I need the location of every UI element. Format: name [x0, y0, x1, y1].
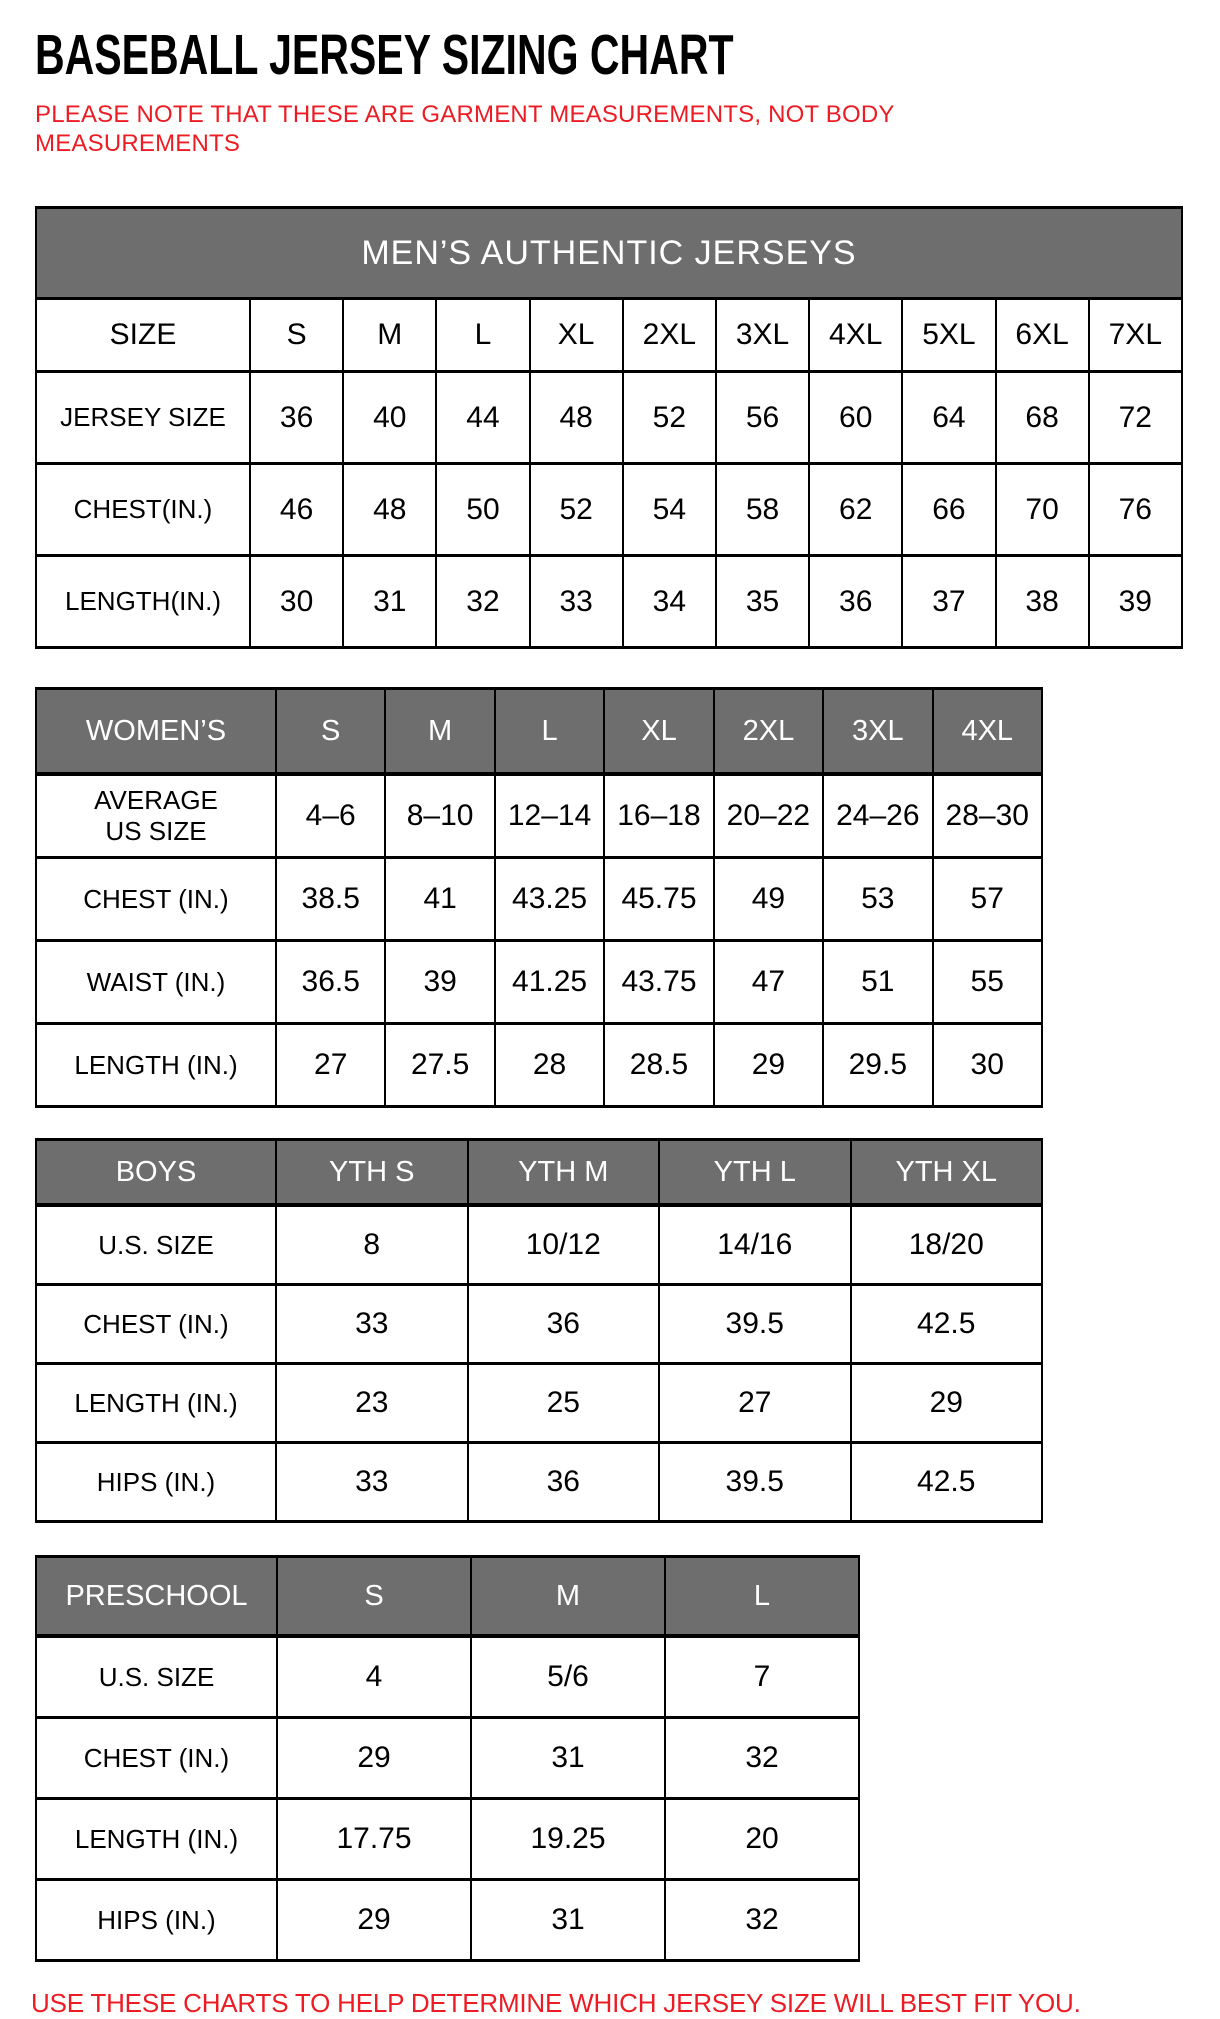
womens-average-m: 8–10 — [385, 774, 494, 858]
boys-hips-in-yth-s: 33 — [276, 1443, 468, 1522]
mens-chest-in-s: 46 — [250, 464, 343, 556]
preschool-row-chest-in — [36, 1718, 859, 1799]
mens-row-label-jersey-size: JERSEY SIZE — [36, 372, 250, 464]
womens-average-2xl: 20–22 — [714, 774, 823, 858]
mens-chest-in-xl: 52 — [530, 464, 623, 556]
mens-header-row — [36, 299, 1182, 372]
womens-row-label-waist-in: WAIST (IN.) — [36, 941, 276, 1024]
womens-average-4xl: 28–30 — [933, 774, 1042, 858]
mens-jersey-size-2xl: 52 — [623, 372, 716, 464]
mens-jersey-size-l: 44 — [436, 372, 529, 464]
preschool-hips-in-m: 31 — [471, 1880, 665, 1961]
boys-length-in-yth-l: 27 — [659, 1364, 851, 1443]
womens-average-s: 4–6 — [276, 774, 385, 858]
mens-header-3xl: 3XL — [716, 299, 809, 372]
page-title — [35, 23, 1190, 87]
preschool-header-m: M — [471, 1557, 665, 1637]
preschool-row-label-hips-in: HIPS (IN.) — [36, 1880, 277, 1961]
boys-header-yth-xl: YTH XL — [851, 1140, 1043, 1206]
mens-header-s: S — [250, 299, 343, 372]
page-title-text: BASEBALL JERSEY SIZING CHART — [35, 23, 734, 87]
mens-jersey-size-6xl: 68 — [996, 372, 1089, 464]
preschool-u-s-size-m: 5/6 — [471, 1636, 665, 1718]
preschool-row-label-chest-in: CHEST (IN.) — [36, 1718, 277, 1799]
mens-jersey-size-5xl: 64 — [902, 372, 995, 464]
womens-row-label-length-in: LENGTH (IN.) — [36, 1024, 276, 1107]
mens-length-in-s: 30 — [250, 556, 343, 648]
footer-note: USE THESE CHARTS TO HELP DETERMINE WHICH JERSEY SIZE WILL BEST FIT YOU. — [31, 1988, 1081, 2019]
womens-average-l: 12–14 — [495, 774, 604, 858]
mens-length-in-7xl: 39 — [1089, 556, 1182, 648]
boys-row-label-u-s-size: U.S. SIZE — [36, 1205, 276, 1285]
womens-row-label-average: AVERAGE US SIZE — [36, 774, 276, 858]
womens-header-xl: XL — [604, 689, 713, 775]
womens-length-in-4xl: 30 — [933, 1024, 1042, 1107]
boys-hips-in-yth-m: 36 — [468, 1443, 660, 1522]
womens-waist-in-s: 36.5 — [276, 941, 385, 1024]
preschool-row-length-in — [36, 1799, 859, 1880]
mens-header-xl: XL — [530, 299, 623, 372]
womens-row-average — [36, 774, 1042, 858]
mens-sizing-table — [35, 206, 1183, 649]
preschool-hips-in-s: 29 — [277, 1880, 471, 1961]
boys-u-s-size-yth-l: 14/16 — [659, 1205, 851, 1285]
mens-chest-in-5xl: 66 — [902, 464, 995, 556]
mens-row-jersey-size — [36, 372, 1182, 464]
boys-chest-in-yth-s: 33 — [276, 1285, 468, 1364]
preschool-header-row — [36, 1557, 859, 1637]
womens-length-in-s: 27 — [276, 1024, 385, 1107]
womens-header-2xl: 2XL — [714, 689, 823, 775]
boys-header-row — [36, 1140, 1042, 1206]
boys-row-label-chest-in: CHEST (IN.) — [36, 1285, 276, 1364]
womens-length-in-3xl: 29.5 — [823, 1024, 932, 1107]
mens-row-chest-in — [36, 464, 1182, 556]
boys-header-boys: BOYS — [36, 1140, 276, 1206]
boys-row-u-s-size — [36, 1205, 1042, 1285]
mens-length-in-l: 32 — [436, 556, 529, 648]
boys-u-s-size-yth-xl: 18/20 — [851, 1205, 1043, 1285]
womens-waist-in-3xl: 51 — [823, 941, 932, 1024]
preschool-row-label-u-s-size: U.S. SIZE — [36, 1636, 277, 1718]
boys-chest-in-yth-xl: 42.5 — [851, 1285, 1043, 1364]
boys-sizing-table — [35, 1138, 1043, 1523]
womens-header-row — [36, 689, 1042, 775]
preschool-length-in-s: 17.75 — [277, 1799, 471, 1880]
womens-chest-in-3xl: 53 — [823, 858, 932, 941]
womens-length-in-xl: 28.5 — [604, 1024, 713, 1107]
womens-header-s: S — [276, 689, 385, 775]
womens-row-length-in — [36, 1024, 1042, 1107]
mens-chest-in-4xl: 62 — [809, 464, 902, 556]
preschool-u-s-size-l: 7 — [665, 1636, 859, 1718]
mens-row-label-chest-in: CHEST(IN.) — [36, 464, 250, 556]
preschool-header-s: S — [277, 1557, 471, 1637]
womens-waist-in-m: 39 — [385, 941, 494, 1024]
womens-header-women-s: WOMEN’S — [36, 689, 276, 775]
mens-header-5xl: 5XL — [902, 299, 995, 372]
garment-measurements-note: PLEASE NOTE THAT THESE ARE GARMENT MEASUREMENTS, NOT BODY MEASUREMENTS — [35, 100, 895, 158]
preschool-sizing-table — [35, 1555, 860, 1962]
mens-jersey-size-4xl: 60 — [809, 372, 902, 464]
boys-row-chest-in — [36, 1285, 1042, 1364]
womens-header-m: M — [385, 689, 494, 775]
womens-row-label-chest-in: CHEST (IN.) — [36, 858, 276, 941]
mens-header-7xl: 7XL — [1089, 299, 1182, 372]
boys-chest-in-yth-l: 39.5 — [659, 1285, 851, 1364]
womens-length-in-2xl: 29 — [714, 1024, 823, 1107]
boys-row-hips-in — [36, 1443, 1042, 1522]
womens-chest-in-4xl: 57 — [933, 858, 1042, 941]
preschool-chest-in-s: 29 — [277, 1718, 471, 1799]
mens-chest-in-2xl: 54 — [623, 464, 716, 556]
preschool-header-l: L — [665, 1557, 859, 1637]
preschool-chest-in-m: 31 — [471, 1718, 665, 1799]
womens-waist-in-2xl: 47 — [714, 941, 823, 1024]
womens-row-chest-in — [36, 858, 1042, 941]
boys-length-in-yth-s: 23 — [276, 1364, 468, 1443]
preschool-length-in-m: 19.25 — [471, 1799, 665, 1880]
mens-banner: MEN’S AUTHENTIC JERSEYS — [36, 208, 1182, 299]
boys-u-s-size-yth-s: 8 — [276, 1205, 468, 1285]
boys-row-label-length-in: LENGTH (IN.) — [36, 1364, 276, 1443]
preschool-length-in-l: 20 — [665, 1799, 859, 1880]
boys-chest-in-yth-m: 36 — [468, 1285, 660, 1364]
mens-length-in-2xl: 34 — [623, 556, 716, 648]
preschool-hips-in-l: 32 — [665, 1880, 859, 1961]
preschool-row-u-s-size — [36, 1636, 859, 1718]
mens-header-6xl: 6XL — [996, 299, 1089, 372]
boys-u-s-size-yth-m: 10/12 — [468, 1205, 660, 1285]
womens-waist-in-4xl: 55 — [933, 941, 1042, 1024]
boys-row-label-hips-in: HIPS (IN.) — [36, 1443, 276, 1522]
boys-hips-in-yth-l: 39.5 — [659, 1443, 851, 1522]
womens-header-4xl: 4XL — [933, 689, 1042, 775]
boys-hips-in-yth-xl: 42.5 — [851, 1443, 1043, 1522]
boys-row-length-in — [36, 1364, 1042, 1443]
womens-waist-in-l: 41.25 — [495, 941, 604, 1024]
preschool-u-s-size-s: 4 — [277, 1636, 471, 1718]
mens-row-length-in — [36, 556, 1182, 648]
mens-header-m: M — [343, 299, 436, 372]
boys-header-yth-s: YTH S — [276, 1140, 468, 1206]
womens-average-xl: 16–18 — [604, 774, 713, 858]
womens-header-l: L — [495, 689, 604, 775]
mens-jersey-size-m: 40 — [343, 372, 436, 464]
mens-row-label-length-in: LENGTH(IN.) — [36, 556, 250, 648]
boys-length-in-yth-xl: 29 — [851, 1364, 1043, 1443]
mens-header-size: SIZE — [36, 299, 250, 372]
womens-chest-in-xl: 45.75 — [604, 858, 713, 941]
mens-length-in-m: 31 — [343, 556, 436, 648]
mens-header-4xl: 4XL — [809, 299, 902, 372]
mens-length-in-5xl: 37 — [902, 556, 995, 648]
boys-length-in-yth-m: 25 — [468, 1364, 660, 1443]
womens-average-3xl: 24–26 — [823, 774, 932, 858]
mens-length-in-6xl: 38 — [996, 556, 1089, 648]
mens-chest-in-l: 50 — [436, 464, 529, 556]
mens-chest-in-7xl: 76 — [1089, 464, 1182, 556]
womens-chest-in-l: 43.25 — [495, 858, 604, 941]
preschool-row-hips-in — [36, 1880, 859, 1961]
mens-length-in-4xl: 36 — [809, 556, 902, 648]
mens-chest-in-3xl: 58 — [716, 464, 809, 556]
preschool-row-label-length-in: LENGTH (IN.) — [36, 1799, 277, 1880]
mens-jersey-size-s: 36 — [250, 372, 343, 464]
mens-jersey-size-xl: 48 — [530, 372, 623, 464]
boys-header-yth-m: YTH M — [468, 1140, 660, 1206]
womens-row-waist-in — [36, 941, 1042, 1024]
mens-header-2xl: 2XL — [623, 299, 716, 372]
mens-length-in-xl: 33 — [530, 556, 623, 648]
preschool-header-preschool: PRESCHOOL — [36, 1557, 277, 1637]
mens-jersey-size-3xl: 56 — [716, 372, 809, 464]
boys-header-yth-l: YTH L — [659, 1140, 851, 1206]
womens-chest-in-s: 38.5 — [276, 858, 385, 941]
mens-chest-in-m: 48 — [343, 464, 436, 556]
womens-chest-in-m: 41 — [385, 858, 494, 941]
mens-length-in-3xl: 35 — [716, 556, 809, 648]
womens-length-in-l: 28 — [495, 1024, 604, 1107]
womens-chest-in-2xl: 49 — [714, 858, 823, 941]
mens-jersey-size-7xl: 72 — [1089, 372, 1182, 464]
preschool-chest-in-l: 32 — [665, 1718, 859, 1799]
womens-length-in-m: 27.5 — [385, 1024, 494, 1107]
mens-chest-in-6xl: 70 — [996, 464, 1089, 556]
mens-header-l: L — [436, 299, 529, 372]
womens-header-3xl: 3XL — [823, 689, 932, 775]
womens-waist-in-xl: 43.75 — [604, 941, 713, 1024]
womens-sizing-table — [35, 687, 1043, 1108]
